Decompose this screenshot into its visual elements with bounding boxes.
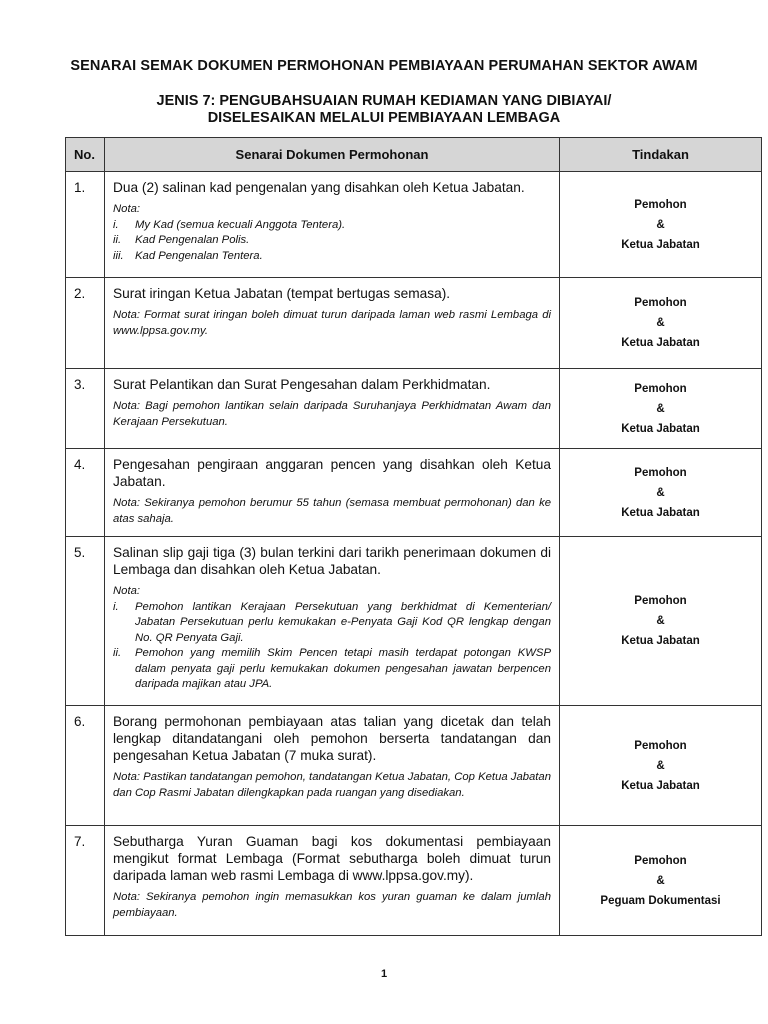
table-row	[66, 706, 762, 826]
document-note: Nota: Pastikan tandatangan pemohon, tandatangan Ketua Jabatan, Cop Ketua Jabatan dan Cop Rasmi Jabatan dilengkapkan pada ruangan yang disediakan.	[113, 771, 551, 799]
row-action: Pemohon & Ketua Jabatan	[560, 369, 762, 449]
row-document	[105, 449, 560, 537]
document-note	[113, 202, 551, 264]
table-row	[66, 537, 762, 706]
row-action: Pemohon & Ketua Jabatan	[560, 706, 762, 826]
row-document	[105, 706, 560, 826]
document-title: SENARAI SEMAK DOKUMEN PERMOHONAN PEMBIAYAAN PERUMAHAN SEKTOR AWAM	[70, 58, 698, 74]
row-number: 7.	[66, 826, 105, 936]
row-document	[105, 172, 560, 278]
column-header-documents: Senarai Dokumen Permohonan	[105, 138, 560, 172]
document-text: Surat Pelantikan dan Surat Pengesahan dalam Perkhidmatan.	[113, 377, 491, 392]
note-label: Nota:	[113, 585, 141, 597]
page-number: 1	[380, 968, 388, 980]
note-item: i. My Kad (semua kecuali Anggota Tentera).	[113, 218, 346, 231]
subtitle-line-1: JENIS 7: PENGUBAHSUAIAN RUMAH KEDIAMAN YANG DIBIAYAI/	[156, 93, 612, 109]
table-header-row	[66, 138, 762, 172]
column-header-no: No.	[66, 138, 105, 172]
document-text: Salinan slip gaji tiga (3) bulan terkini dari tarikh penerimaan dokumen di Lembaga dan disahkan oleh Ketua Jabatan.	[113, 545, 551, 577]
document-note: Nota: Bagi pemohon lantikan selain daripada Suruhanjaya Perkhidmatan Awam dan Kerajaan Persekutuan.	[113, 400, 551, 428]
row-action: Pemohon & Peguam Dokumentasi	[560, 826, 762, 936]
note-label: Nota:	[113, 203, 141, 215]
note-item: iii. Kad Pengenalan Tentera.	[113, 249, 263, 262]
document-text: Sebutharga Yuran Guaman bagi kos dokumentasi pembiayaan mengikut format Lembaga (Format sebutharga boleh dimuat turun daripada laman web rasmi Lembaga di www.lppsa.gov.my).	[113, 834, 551, 883]
document-text: Pengesahan pengiraan anggaran pencen yang disahkan oleh Ketua Jabatan.	[113, 457, 551, 489]
row-document	[105, 369, 560, 449]
document-note: Nota: Format surat iringan boleh dimuat turun daripada laman web rasmi Lembaga di www.lppsa.gov.my.	[113, 309, 551, 337]
row-number: 2.	[66, 278, 105, 369]
document-text: Surat iringan Ketua Jabatan (tempat bertugas semasa).	[113, 286, 451, 301]
column-header-action: Tindakan	[560, 138, 762, 172]
document-text: Dua (2) salinan kad pengenalan yang disahkan oleh Ketua Jabatan.	[113, 180, 525, 195]
note-item: ii. Kad Pengenalan Polis.	[113, 234, 250, 246]
row-number: 4.	[66, 449, 105, 537]
document-note: Nota: Sekiranya pemohon ingin memasukkan kos yuran guaman ke dalam jumlah pembiayaan.	[113, 891, 551, 919]
table-row	[66, 449, 762, 537]
document-note	[113, 584, 551, 693]
row-document	[105, 278, 560, 369]
document-subtitle	[0, 93, 768, 127]
document-note: Nota: Sekiranya pemohon berumur 55 tahun (semasa membuat permohonan) dan ke atas sahaja.	[113, 497, 551, 525]
row-action: Pemohon & Ketua Jabatan	[560, 278, 762, 369]
note-item: i. Pemohon lantikan Kerajaan Persekutuan yang berkhidmat di Kementerian/ Jabatan Persekutuan perlu kemukakan e-Penyata Gaji Kod QR lengkap dengan No. QR Penyata Gaji.	[113, 600, 551, 644]
row-action: Pemohon & Ketua Jabatan	[560, 172, 762, 278]
row-document	[105, 826, 560, 936]
note-item: ii. Pemohon yang memilih Skim Pencen tetapi masih terdapat potongan KWSP dalam penyata gaji perlu kemukakan dokumen pengesahan jawatan berpencen daripada majikan atau JPA.	[113, 647, 551, 690]
row-number: 5.	[66, 537, 105, 706]
document-text: Borang permohonan pembiayaan atas talian yang dicetak dan telah lengkap ditandatangani oleh pemohon berserta tandatangan dan pengesahan Ketua Jabatan (7 muka surat).	[113, 714, 551, 763]
row-number: 6.	[66, 706, 105, 826]
row-action: Pemohon & Ketua Jabatan	[560, 537, 762, 706]
row-document	[105, 537, 560, 706]
table-row	[66, 172, 762, 278]
subtitle-line-2: DISELESAIKAN MELALUI PEMBIAYAAN LEMBAGA	[207, 110, 561, 126]
table-row	[66, 826, 762, 936]
row-action: Pemohon & Ketua Jabatan	[560, 449, 762, 537]
checklist-table	[65, 137, 762, 936]
row-number: 3.	[66, 369, 105, 449]
table-row	[66, 278, 762, 369]
table-row	[66, 369, 762, 449]
row-number: 1.	[66, 172, 105, 278]
